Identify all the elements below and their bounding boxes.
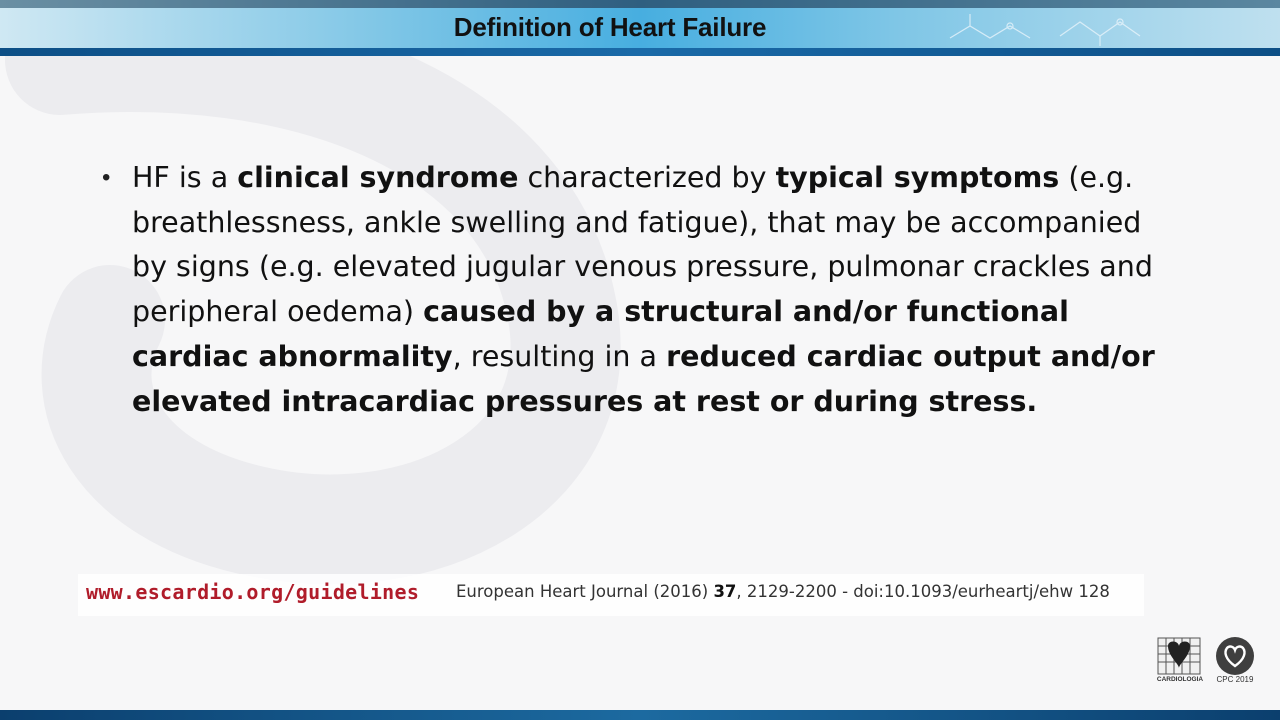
cpc-logo-label: CPC 2019 [1216, 675, 1254, 684]
bullet-segment: HF is a [132, 161, 238, 194]
bullet-segment-bold: clinical syndrome [237, 161, 519, 194]
header-bottom-stripe [0, 48, 1280, 56]
bullet-segment-bold: caused by a structural and/or functional cardiac abnormality [132, 295, 1069, 373]
journal-prefix: European Heart Journal (2016) [456, 582, 714, 601]
bullet-text [132, 156, 1160, 424]
footer-bar [0, 710, 1280, 720]
page-title: Definition of Heart Failure [453, 12, 767, 42]
journal-suffix: , 2129-2200 - doi:10.1093/eurheartj/ehw 128 [736, 582, 1110, 601]
bullet-segment: , resulting in a [452, 339, 667, 373]
header-top-stripe [0, 0, 1280, 8]
bullet-item [100, 156, 1160, 424]
bullet-icon: • [102, 164, 111, 191]
slide-content [100, 156, 1160, 424]
bullet-segment-bold: reduced cardiac output and/or elevated intracardiac pressures at rest or during stress. [132, 339, 1155, 418]
cpc-heart-logo-icon [1215, 636, 1255, 676]
bullet-segment: (e.g. breathlessness, ankle swelling and fatigue), that may be accompanied by signs (e.g. elevated jugular venous pressure, pulmonar crackles and peripheral oedema) [132, 161, 1153, 329]
journal-volume: 37 [713, 582, 737, 601]
journal-citation [456, 582, 1110, 601]
bullet-segment: characterized by [518, 161, 776, 194]
bullet-segment-bold: typical symptoms [775, 161, 1060, 194]
guidelines-link[interactable]: www.escardio.org/guidelines [86, 580, 420, 604]
spc-logo-label: CARDIOLOGIA [1156, 676, 1204, 683]
